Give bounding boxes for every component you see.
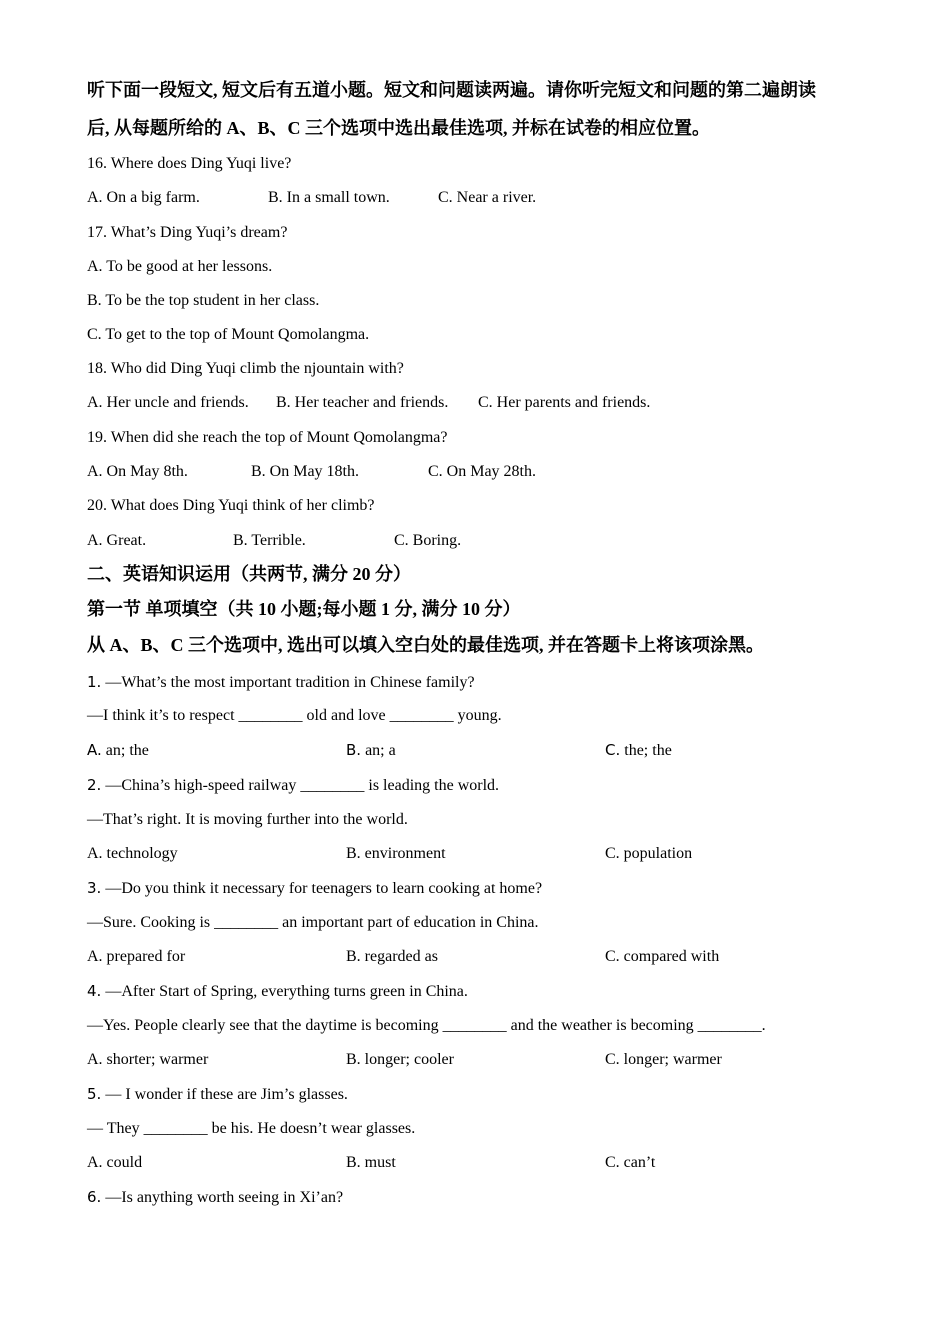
item-text: —China’s high-speed railway ________ is leading the world. [105, 777, 500, 794]
question-18: 18. Who did Ding Yuqi climb the njountain with? [87, 360, 404, 377]
question-20: 20. What does Ding Yuqi think of her climb? [87, 497, 375, 514]
item-4-reply: —Yes. People clearly see that the daytime is becoming ________ and the weather is becoming ________. [87, 1017, 766, 1034]
item-number: 4. [87, 982, 102, 1000]
q19-option-b: B. On May 18th. [251, 463, 359, 480]
item-5-option-b: B. must [346, 1154, 396, 1171]
q17-option-a: A. To be good at her lessons. [87, 258, 273, 275]
q19-option-a: A. On May 8th. [87, 463, 188, 480]
item-2-prompt [87, 775, 499, 796]
item-1-option-a [87, 740, 149, 761]
listening-instruction-line1: 听下面一段短文, 短文后有五道小题。短文和问题读两遍。请你听完短文和问题的第二遍朗读 [87, 80, 816, 100]
item-text: —Is anything worth seeing in Xi’an? [105, 1189, 344, 1206]
item-1-option-b [346, 740, 396, 761]
item-text: — I wonder if these are Jim’s glasses. [105, 1086, 348, 1103]
item-2-reply: —That’s right. It is moving further into the world. [87, 811, 408, 828]
q16-option-c: C. Near a river. [438, 189, 537, 206]
listening-instruction-line2: 后, 从每题所给的 A、B、C 三个选项中选出最佳选项, 并标在试卷的相应位置。 [87, 118, 711, 138]
question-17: 17. What’s Ding Yuqi’s dream? [87, 224, 288, 241]
q17-option-b: B. To be the top student in her class. [87, 292, 320, 309]
q17-option-c: C. To get to the top of Mount Qomolangma. [87, 326, 370, 343]
item-3-reply: —Sure. Cooking is ________ an important part of education in China. [87, 914, 539, 931]
q18-option-a: A. Her uncle and friends. [87, 394, 249, 411]
item-1-reply: —I think it’s to respect ________ old and love ________ young. [87, 707, 502, 724]
item-2-option-a: A. technology [87, 845, 178, 862]
item-4-option-a: A. shorter; warmer [87, 1051, 209, 1068]
option-text: an; a [365, 742, 396, 759]
item-4-option-c: C. longer; warmer [605, 1051, 722, 1068]
item-1-option-c [605, 740, 672, 761]
item-3-option-b: B. regarded as [346, 948, 438, 965]
item-number: 2. [87, 776, 102, 794]
item-number: 5. [87, 1085, 102, 1103]
item-3-option-a: A. prepared for [87, 948, 186, 965]
item-text: —What’s the most important tradition in Chinese family? [105, 674, 475, 691]
item-6-prompt [87, 1187, 343, 1208]
item-2-option-b: B. environment [346, 845, 446, 862]
part-1-instruction: 从 A、B、C 三个选项中, 选出可以填入空白处的最佳选项, 并在答题卡上将该项涂黑。 [87, 635, 765, 655]
question-16: 16. Where does Ding Yuqi live? [87, 155, 292, 172]
item-3-prompt [87, 878, 542, 899]
item-text: —Do you think it necessary for teenagers to learn cooking at home? [105, 880, 543, 897]
option-letter: B. [346, 741, 362, 759]
option-letter: A. [87, 741, 102, 759]
q18-option-c: C. Her parents and friends. [478, 394, 651, 411]
q18-option-b: B. Her teacher and friends. [276, 394, 449, 411]
item-2-option-c: C. population [605, 845, 693, 862]
item-number: 1. [87, 673, 102, 691]
item-5-option-c: C. can’t [605, 1154, 656, 1171]
item-5-reply: — They ________ be his. He doesn’t wear glasses. [87, 1120, 416, 1137]
q20-option-c: C. Boring. [394, 532, 462, 549]
part-1-title: 第一节 单项填空（共 10 小题;每小题 1 分, 满分 10 分） [87, 599, 521, 619]
option-letter: C. [605, 741, 621, 759]
item-5-option-a: A. could [87, 1154, 143, 1171]
option-text: an; the [105, 742, 149, 759]
item-number: 3. [87, 879, 102, 897]
q20-option-a: A. Great. [87, 532, 147, 549]
question-19: 19. When did she reach the top of Mount Qomolangma? [87, 429, 448, 446]
item-number: 6. [87, 1188, 102, 1206]
q19-option-c: C. On May 28th. [428, 463, 536, 480]
item-text: —After Start of Spring, everything turns green in China. [105, 983, 468, 1000]
q20-option-b: B. Terrible. [233, 532, 306, 549]
item-4-prompt [87, 981, 468, 1002]
item-5-prompt [87, 1084, 348, 1105]
q16-option-a: A. On a big farm. [87, 189, 200, 206]
item-4-option-b: B. longer; cooler [346, 1051, 454, 1068]
section-2-title: 二、英语知识运用（共两节, 满分 20 分） [87, 564, 411, 584]
option-text: the; the [624, 742, 672, 759]
q16-option-b: B. In a small town. [268, 189, 390, 206]
item-3-option-c: C. compared with [605, 948, 720, 965]
item-1-prompt [87, 672, 475, 693]
